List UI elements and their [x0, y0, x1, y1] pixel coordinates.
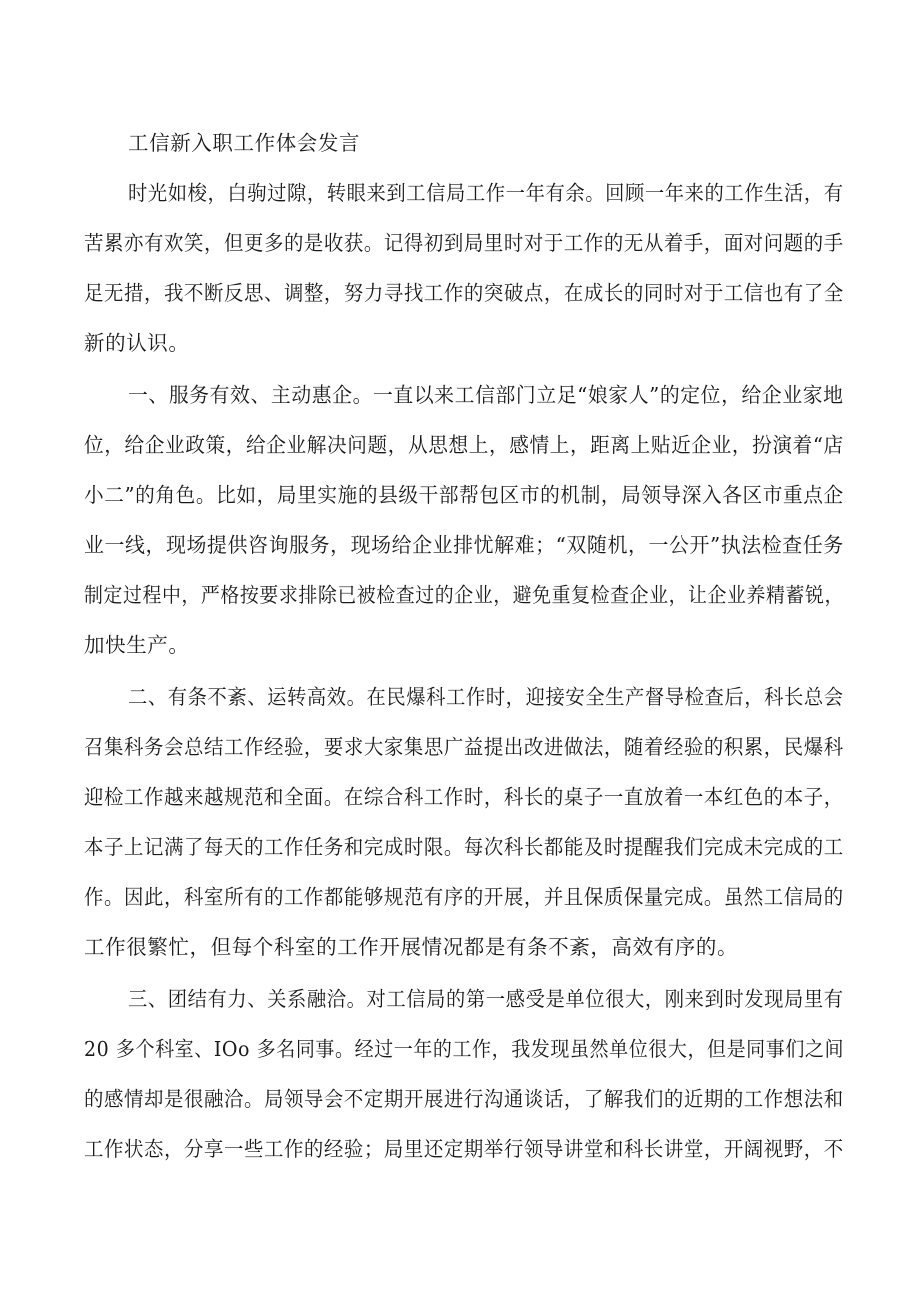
paragraph-1-line-4: 新的认识。	[84, 331, 190, 355]
paragraph-1-line-1: 时光如梭，白驹过隙，转眼来到工信局工作一年有余。回顾一年来的工作生活，有	[128, 181, 844, 205]
document-title: 工信新入职工作体会发言	[128, 131, 361, 155]
paragraph-1-line-2: 苦累亦有欢笑，但更多的是收获。记得初到局里时对于工作的无从着手，面对问题的手	[84, 231, 844, 255]
paragraph-4-line-2: 20 多个科室、IOo 多名同事。经过一年的工作，我发现虽然单位很大，但是同事们之间	[84, 1037, 845, 1061]
paragraph-3-line-6: 工作很繁忙，但每个科室的工作开展情况都是有条不紊，高效有序的。	[84, 935, 739, 959]
paragraph-2-line-2: 位，给企业政策，给企业解决问题，从思想上，感情上，距离上贴近企业，扮演着“店	[84, 433, 844, 457]
paragraph-3-line-1: 二、有条不紊、运转高效。在民爆科工作时，迎接安全生产督导检查后，科长总会	[128, 685, 844, 709]
paragraph-4-line-1: 三、团结有力、关系融洽。对工信局的第一感受是单位很大，刚来到时发现局里有	[128, 987, 844, 1011]
paragraph-3-line-5: 作。因此，科室所有的工作都能够规范有序的开展，并且保质保量完成。虽然工信局的	[84, 885, 844, 909]
paragraph-2-line-6: 加快生产。	[84, 633, 190, 657]
paragraph-2-line-4: 业一线，现场提供咨询服务，现场给企业排忧解难；“双随机，一公开”执法检查任务	[84, 533, 844, 557]
paragraph-1-line-3: 足无措，我不断反思、调整，努力寻找工作的突破点，在成长的同时对于工信也有了全	[84, 281, 844, 305]
paragraph-2-line-1: 一、服务有效、主动惠企。一直以来工信部门立足“娘家人”的定位，给企业家地	[128, 383, 844, 407]
paragraph-3-line-4: 本子上记满了每天的工作任务和完成时限。每次科长都能及时提醒我们完成未完成的工	[84, 835, 844, 859]
paragraph-3-line-2: 召集科务会总结工作经验，要求大家集思广益提出改进做法，随着经验的积累，民爆科	[84, 735, 844, 759]
paragraph-2-line-3: 小二”的角色。比如，局里实施的县级干部帮包区市的机制，局领导深入各区市重点企	[84, 483, 844, 507]
paragraph-2-line-5: 制定过程中，严格按要求排除已被检查过的企业，避免重复检查企业，让企业养精蓄锐，	[84, 583, 844, 607]
paragraph-4-line-3: 的感情却是很融洽。局领导会不定期开展进行沟通谈话，了解我们的近期的工作想法和	[84, 1087, 844, 1111]
paragraph-4-line-4: 工作状态，分享一些工作的经验；局里还定期举行领导讲堂和科长讲堂，开阔视野，不	[84, 1137, 844, 1161]
paragraph-3-line-3: 迎检工作越来越规范和全面。在综合科工作时，科长的桌子一直放着一本红色的本子，	[84, 785, 844, 809]
